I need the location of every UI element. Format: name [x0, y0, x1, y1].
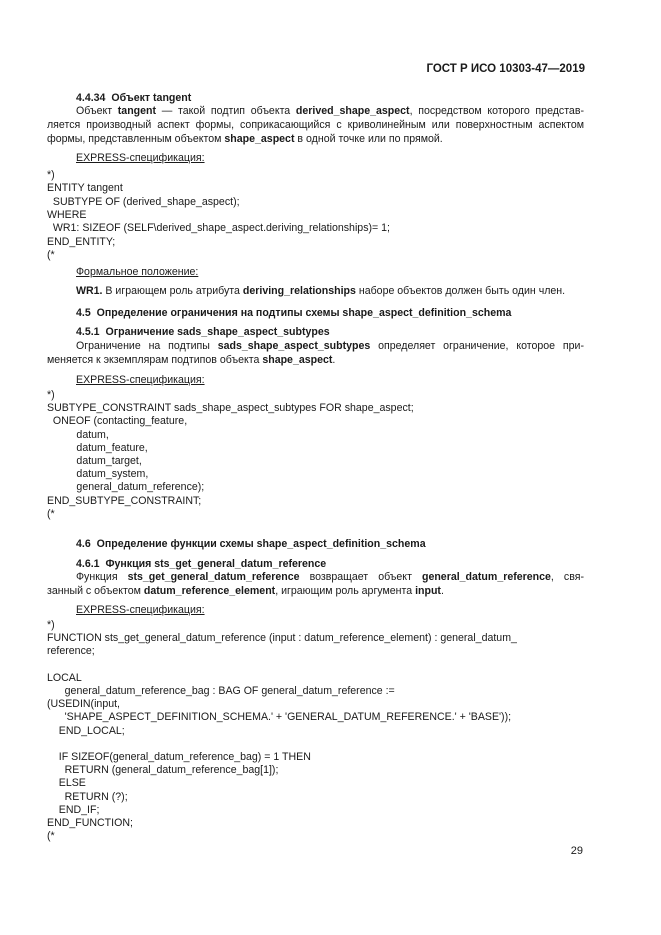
bold-term: sads_shape_aspect_subtypes	[217, 340, 371, 352]
text-span: наборе объектов должен быть один член.	[355, 285, 566, 297]
code-line: END_SUBTYPE_CONSTRAINT;	[47, 494, 202, 507]
bold-term: derived_shape_aspect	[295, 105, 410, 117]
code-line: datum_system,	[47, 468, 149, 481]
bold-term: tangent	[117, 105, 157, 117]
section-heading-4-5-1: 4.5.1 Ограничение sads_shape_aspect_subtypes	[76, 326, 330, 338]
code-line: SUBTYPE OF (derived_shape_aspect);	[47, 195, 240, 208]
express-label: EXPRESS-спецификация:	[76, 374, 205, 386]
section-heading-4-6: 4.6 Определение функции схемы shape_aspect_definition_schema	[76, 538, 426, 550]
code-line: *)	[47, 169, 55, 181]
bold-term: sts_get_general_datum_reference	[127, 571, 300, 583]
bold-term: shape_aspect	[262, 354, 333, 366]
code-line: (*	[47, 830, 55, 843]
text-span: меняется к экземплярам подтипов объекта	[47, 354, 263, 366]
text-span: , играющим роль аргумента	[275, 585, 416, 597]
paragraph-line	[47, 354, 335, 367]
code-line: general_datum_reference);	[47, 481, 205, 494]
code-line: general_datum_reference_bag : BAG OF general_datum_reference :=	[47, 685, 395, 697]
section-heading-4-4-34: 4.4.34 Объект tangent	[76, 92, 192, 104]
code-line: RETURN (?);	[47, 790, 128, 803]
code-line: (*	[47, 248, 55, 261]
section-heading-4-5: 4.5 Определение ограничения на подтипы схемы shape_aspect_definition_schema	[76, 307, 512, 319]
document-id: ГОСТ Р ИСО 10303-47—2019	[426, 63, 585, 75]
rule-label: WR1.	[76, 285, 103, 297]
paragraph-line	[76, 571, 584, 584]
bold-term: deriving_relationships	[242, 285, 356, 297]
code-line: datum,	[47, 428, 109, 441]
express-label: EXPRESS-спецификация:	[76, 604, 205, 616]
code-line: reference;	[47, 645, 95, 658]
text-span: , посредством которого представ-	[409, 105, 584, 117]
code-line: END_ENTITY;	[47, 235, 116, 248]
text-span: , свя-	[550, 571, 584, 583]
code-line: datum_target,	[47, 455, 142, 467]
code-line: ONEOF (contacting_feature,	[47, 415, 188, 428]
code-line: END_IF;	[47, 803, 100, 816]
code-line: IF SIZEOF(general_datum_reference_bag) = 1 THEN	[47, 751, 311, 763]
text-span: — такой подтип объекта	[156, 105, 296, 117]
code-line: FUNCTION sts_get_general_datum_reference (input : datum_reference_element) : general_datum_	[47, 632, 517, 645]
code-line: END_LOCAL;	[47, 724, 125, 737]
code-line: LOCAL	[47, 671, 82, 684]
text-span: Ограничение на подтипы	[76, 340, 218, 352]
code-line: ENTITY tangent	[47, 182, 123, 195]
code-line: SUBTYPE_CONSTRAINT sads_shape_aspect_subtypes FOR shape_aspect;	[47, 402, 414, 415]
text-span: .	[440, 585, 444, 597]
paragraph-line	[76, 340, 584, 353]
text-span: в одной точке или по прямой.	[294, 133, 443, 145]
paragraph-line	[47, 585, 444, 598]
text-span: определяет ограничение, которое при-	[370, 340, 584, 352]
bold-term: shape_aspect	[224, 133, 295, 145]
paragraph-line	[76, 105, 584, 118]
code-line: *)	[47, 389, 55, 401]
code-line: WHERE	[47, 208, 87, 221]
text-span: занный с объектом	[47, 585, 144, 597]
section-heading-4-6-1: 4.6.1 Функция sts_get_general_datum_reference	[76, 558, 327, 570]
bold-term: input	[415, 585, 441, 597]
paragraph-line: ляется производный аспект формы, соприкасающийся с криволинейным или поверхностным аспектом	[47, 119, 584, 131]
text-span: В играющем роль атрибута	[102, 285, 243, 297]
code-line: ELSE	[47, 777, 86, 790]
text-span: формы, представленным объектом	[47, 133, 225, 145]
code-line: (USEDIN(input,	[47, 698, 120, 711]
text-span: возвращает объект	[299, 571, 422, 583]
rule-statement	[76, 285, 565, 298]
text-span: .	[332, 354, 336, 366]
code-line: datum_feature,	[47, 441, 148, 454]
code-line: WR1: SIZEOF (SELF\derived_shape_aspect.deriving_relationships)= 1;	[47, 222, 390, 235]
formal-label: Формальное положение:	[76, 266, 199, 278]
text-span: Функция	[76, 571, 128, 583]
bold-term: datum_reference_element	[143, 585, 276, 597]
code-line: *)	[47, 619, 55, 631]
paragraph-line	[47, 133, 443, 146]
express-label: EXPRESS-спецификация:	[76, 152, 205, 164]
page-number: 29	[570, 845, 583, 857]
code-line: RETURN (general_datum_reference_bag[1]);	[47, 764, 279, 777]
code-line: (*	[47, 507, 55, 520]
code-line: 'SHAPE_ASPECT_DEFINITION_SCHEMA.' + 'GENERAL_DATUM_REFERENCE.' + 'BASE'));	[47, 711, 512, 724]
text-span: Объект	[76, 105, 118, 117]
bold-term: general_datum_reference	[421, 571, 551, 583]
code-line: END_FUNCTION;	[47, 817, 133, 829]
